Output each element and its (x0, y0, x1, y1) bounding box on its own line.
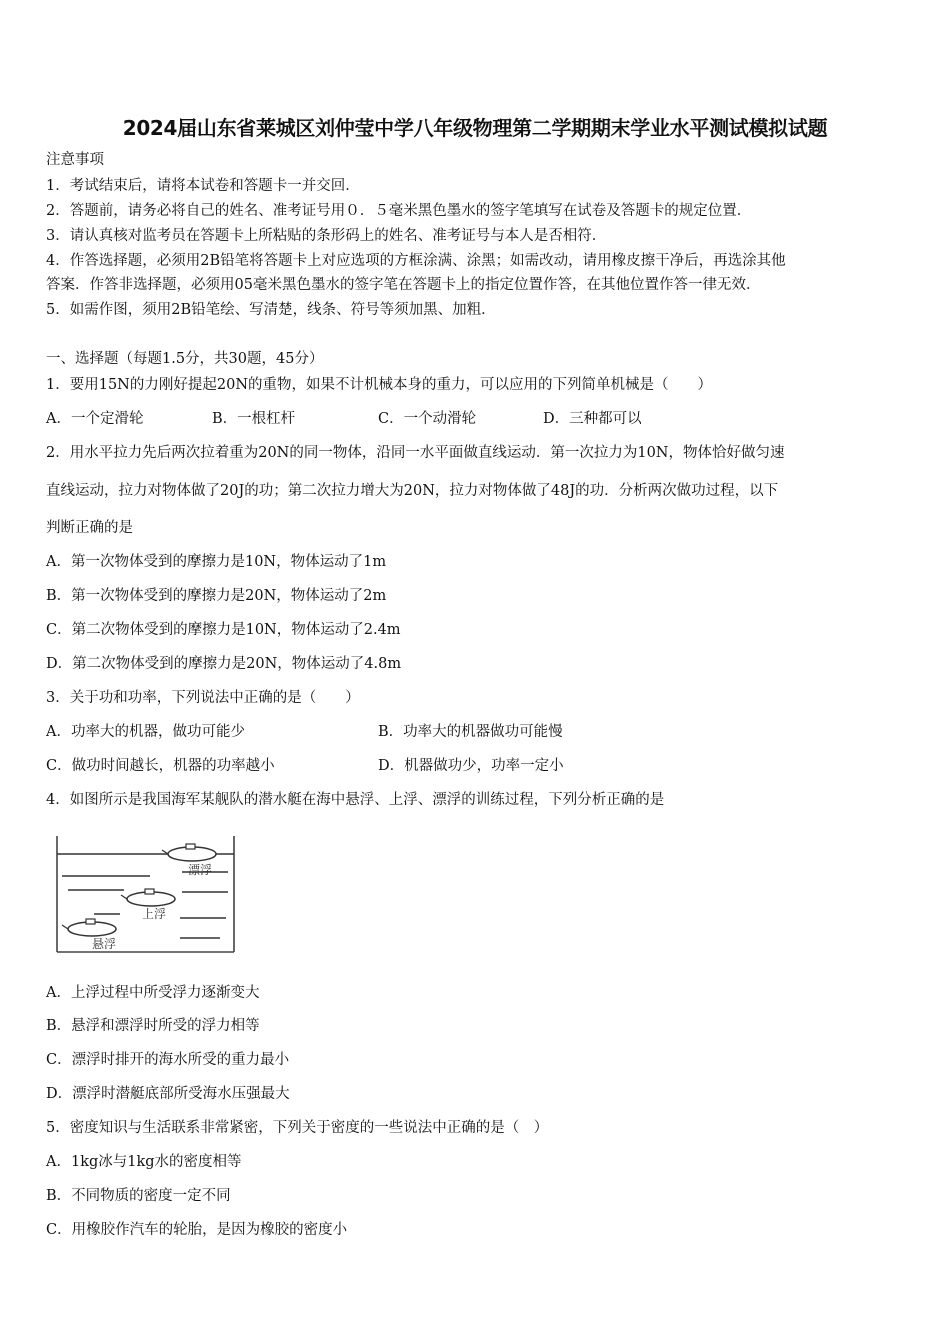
q5-stem: 5．密度知识与生活联系非常紧密，下列关于密度的一些说法中正确的是（ ） (46, 1120, 549, 1136)
q3-option-c: C．做功时间越长，机器的功率越小 (46, 758, 275, 774)
q2-stem-line: 判断正确的是 (46, 520, 133, 536)
q1-stem: 1．要用15N的力刚好提起20N的重物，如果不计机械本身的重力，可以应用的下列简单机械是（ ） (46, 377, 712, 393)
q3-option-b: B．功率大的机器做功可能慢 (378, 724, 563, 740)
q5-option-a: A．1kg冰与1kg水的密度相等 (46, 1154, 242, 1170)
notice-item: 1．考试结束后，请将本试卷和答题卡一并交回． (46, 178, 360, 194)
q4-option-b: B．悬浮和漂浮时所受的浮力相等 (46, 1018, 260, 1034)
notice-item: 5．如需作图，须用2B铅笔绘、写清楚，线条、符号等须加黑、加粗． (46, 302, 496, 318)
q4-option-c: C．漂浮时排开的海水所受的重力最小 (46, 1052, 290, 1068)
section-heading: 一、选择题（每题1.5分，共30题，45分） (46, 351, 324, 367)
q3-option-d: D．机器做功少，功率一定小 (378, 758, 564, 774)
q4-stem: 4．如图所示是我国海军某舰队的潜水艇在海中悬浮、上浮、漂浮的训练过程，下列分析正确的是 (46, 792, 665, 808)
q3-stem: 3．关于功和功率，下列说法中正确的是（ ） (46, 690, 360, 706)
submarine-figure (52, 832, 240, 956)
q2-stem-line: 2．用水平拉力先后两次拉着重为20N的同一物体，沿同一水平面做直线运动．第一次拉力为10N，物体恰好做匀速 (46, 445, 785, 461)
q1-option-c: C．一个动滑轮 (378, 411, 477, 427)
submarine-floating (162, 844, 216, 861)
label-rising: 上浮 (142, 907, 167, 921)
notice-heading: 注意事项 (46, 152, 104, 168)
label-suspended: 悬浮 (92, 937, 117, 951)
q1-option-d: D．三种都可以 (543, 411, 642, 427)
q4-option-a: A．上浮过程中所受浮力逐渐变大 (46, 985, 260, 1001)
q2-option-a: A．第一次物体受到的摩擦力是10N，物体运动了1m (46, 554, 387, 570)
q2-option-c: C．第二次物体受到的摩擦力是10N，物体运动了2.4m (46, 622, 401, 638)
q2-option-b: B．第一次物体受到的摩擦力是20N，物体运动了2m (46, 588, 387, 604)
notice-item: 4．作答选择题，必须用2B铅笔将答题卡上对应选项的方框涂满、涂黑；如需改动，请用橡皮擦干净后，再选涂其他 (46, 253, 786, 269)
q5-option-c: C．用橡胶作汽车的轮胎，是因为橡胶的密度小 (46, 1222, 348, 1238)
page-title: 2024届山东省莱城区刘仲莹中学八年级物理第二学期期末学业水平测试模拟试题 (122, 116, 828, 140)
q2-stem-line: 直线运动，拉力对物体做了20J的功；第二次拉力增大为20N，拉力对物体做了48J的功．分析两次做功过程，以下 (46, 483, 779, 499)
q3-option-a: A．功率大的机器，做功可能少 (46, 724, 245, 740)
q2-option-d: D．第二次物体受到的摩擦力是20N，物体运动了4.8m (46, 656, 402, 672)
q1-option-b: B．一根杠杆 (212, 411, 296, 427)
submarine-rising (121, 889, 175, 906)
submarine-suspended (62, 919, 116, 936)
q5-option-b: B．不同物质的密度一定不同 (46, 1188, 231, 1204)
q4-option-d: D．漂浮时潜艇底部所受海水压强最大 (46, 1086, 290, 1102)
notice-item: 2．答题前，请务必将自己的姓名、准考证号用０．５毫米黑色墨水的签字笔填写在试卷及答题卡的规定位置． (46, 203, 752, 219)
q1-option-a: A．一个定滑轮 (46, 411, 144, 427)
notice-item: 3．请认真核对监考员在答题卡上所粘贴的条形码上的姓名、准考证号与本人是否相符． (46, 228, 607, 244)
label-floating: 漂浮 (188, 863, 213, 877)
notice-item: 答案．作答非选择题，必须用05毫米黑色墨水的签字笔在答题卡上的指定位置作答，在其他位置作答一律无效． (46, 277, 761, 293)
